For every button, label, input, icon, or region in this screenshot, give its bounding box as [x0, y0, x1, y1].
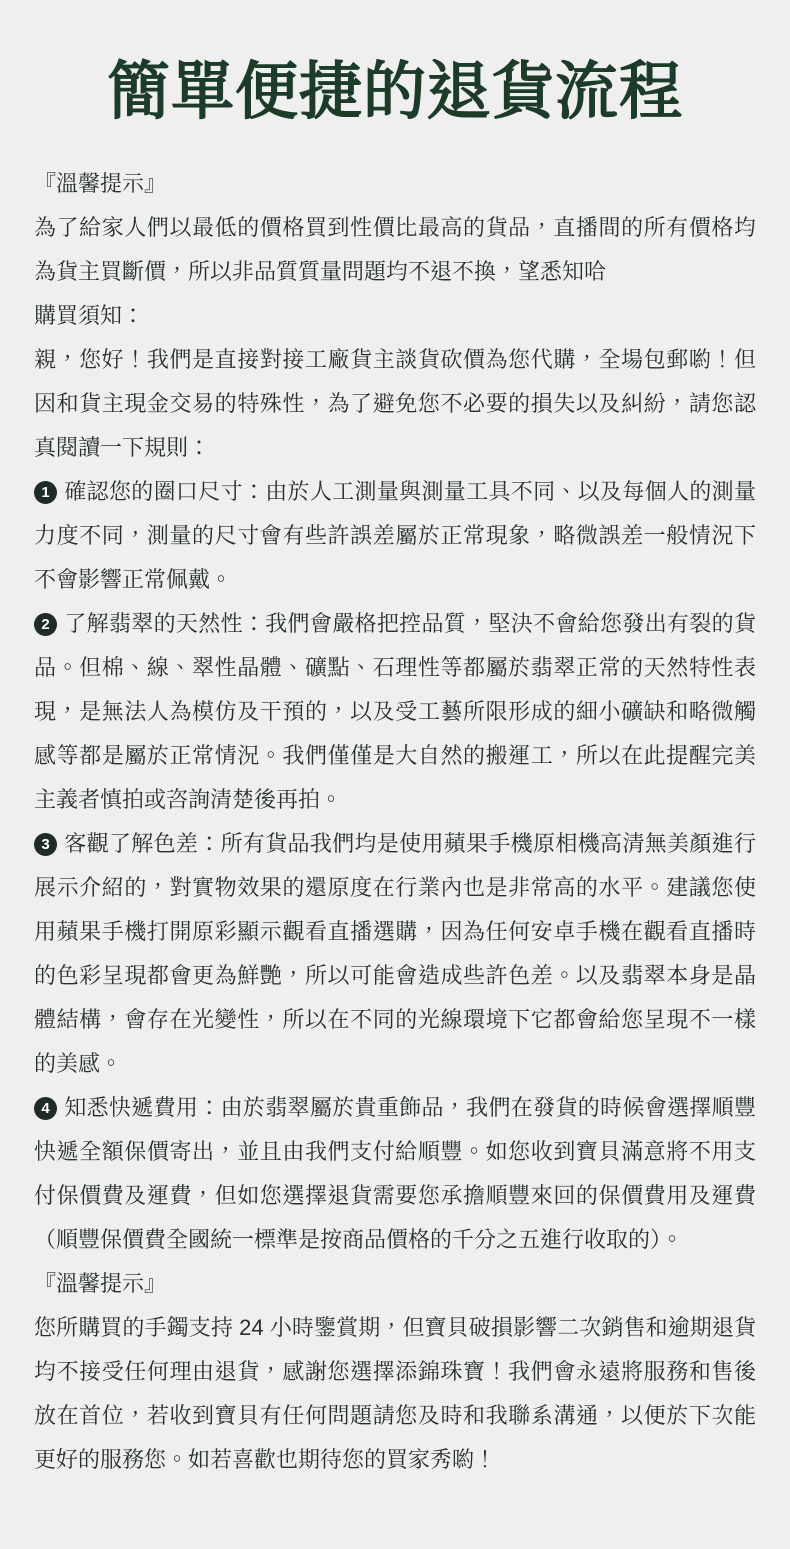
appreciation-period-notice [34, 1306, 756, 1482]
rule-1-number-badge: 1 [34, 481, 57, 504]
return-policy-page [0, 52, 790, 1549]
rule-3-number-badge: 3 [34, 833, 57, 856]
rule-3-text: 客觀了解色差：所有貨品我們均是使用蘋果手機原相機高清無美顏進行展示介紹的，對實物效果的還原度在行業內也是非常高的水平。建議您使用蘋果手機打開原彩顯示觀看直播選購，因為任何安卓手機在觀看直播時的色彩呈現都會更為鮮艷，所以可能會造成些許色差。以及翡翠本身是晶體結構，會存在光變性，所以在不同的光線環境下它都會給您呈現不一樣的美感。 [34, 831, 756, 1076]
rule-2-text: 了解翡翠的天然性：我們會嚴格把控品質，堅決不會給您發出有裂的貨品。但棉、線、翠性晶體、礦點、石理性等都屬於翡翠正常的天然特性表現，是無法人為模仿及干預的，以及受工藝所限形成的細小礦缺和略微觸感等都是屬於正常情況。我們僅僅是大自然的搬運工，所以在此提醒完美主義者慎拍或咨詢清楚後再拍。 [34, 611, 756, 812]
rule-2-number-badge: 2 [34, 613, 57, 636]
purchase-notice-heading-text: 購買須知： [34, 303, 145, 328]
greeting-intro-text: 親，您好！我們是直接對接工廠貨主談貨砍價為您代購，全場包郵喲！但因和貨主現金交易的特殊性，為了避免您不必要的損失以及糾紛，請您認真閱讀一下規則： [34, 347, 756, 460]
appreciation-period-text: 您所購買的手鐲支持 24 小時鑒賞期，但寶貝破損影響二次銷售和逾期退貨均不接受任何理由退貨，感謝您選擇添錦珠寶！我們會永遠將服務和售後放在首位，若收到寶貝有任何問題請您及時和我聯系溝通，以便於下次能更好的服務您。如若喜歡也期待您的買家秀喲！ [34, 1315, 756, 1472]
tip-header [34, 162, 756, 206]
rule-1-size [34, 470, 756, 602]
rule-1-text: 確認您的圈口尺寸：由於人工測量與測量工具不同、以及每個人的測量力度不同，測量的尺寸會有些許誤差屬於正常現象，略微誤差一般情況下不會影響正常佩戴。 [34, 479, 756, 592]
greeting-intro [34, 338, 756, 470]
price-notice [34, 206, 756, 294]
price-notice-text: 為了給家人們以最低的價格買到性價比最高的貨品，直播間的所有價格均為貨主買斷價，所以非品質質量問題均不退不換，望悉知哈 [34, 215, 756, 284]
tip-header-second [34, 1262, 756, 1306]
page-title: 簡單便捷的退貨流程 [107, 57, 683, 127]
rule-4-text: 知悉快遞費用：由於翡翠屬於貴重飾品，我們在發貨的時候會選擇順豐快遞全額保價寄出，並且由我們支付給順豐。如您收到寶貝滿意將不用支付保價費及運費，但如您選擇退貨需要您承擔順豐來回的保價費用及運費（順豐保價費全國統一標準是按商品價格的千分之五進行收取的）。 [34, 1095, 756, 1252]
rule-4-shipping-fee [34, 1086, 756, 1262]
purchase-notice-heading [34, 294, 756, 338]
rule-4-number-badge: 4 [34, 1097, 57, 1120]
rule-2-natural-traits [34, 602, 756, 822]
tip-header-text: 『溫馨提示』 [34, 171, 167, 196]
policy-content [0, 132, 790, 1482]
tip-header-second-text: 『溫馨提示』 [34, 1271, 167, 1296]
rule-3-color-difference [34, 822, 756, 1086]
